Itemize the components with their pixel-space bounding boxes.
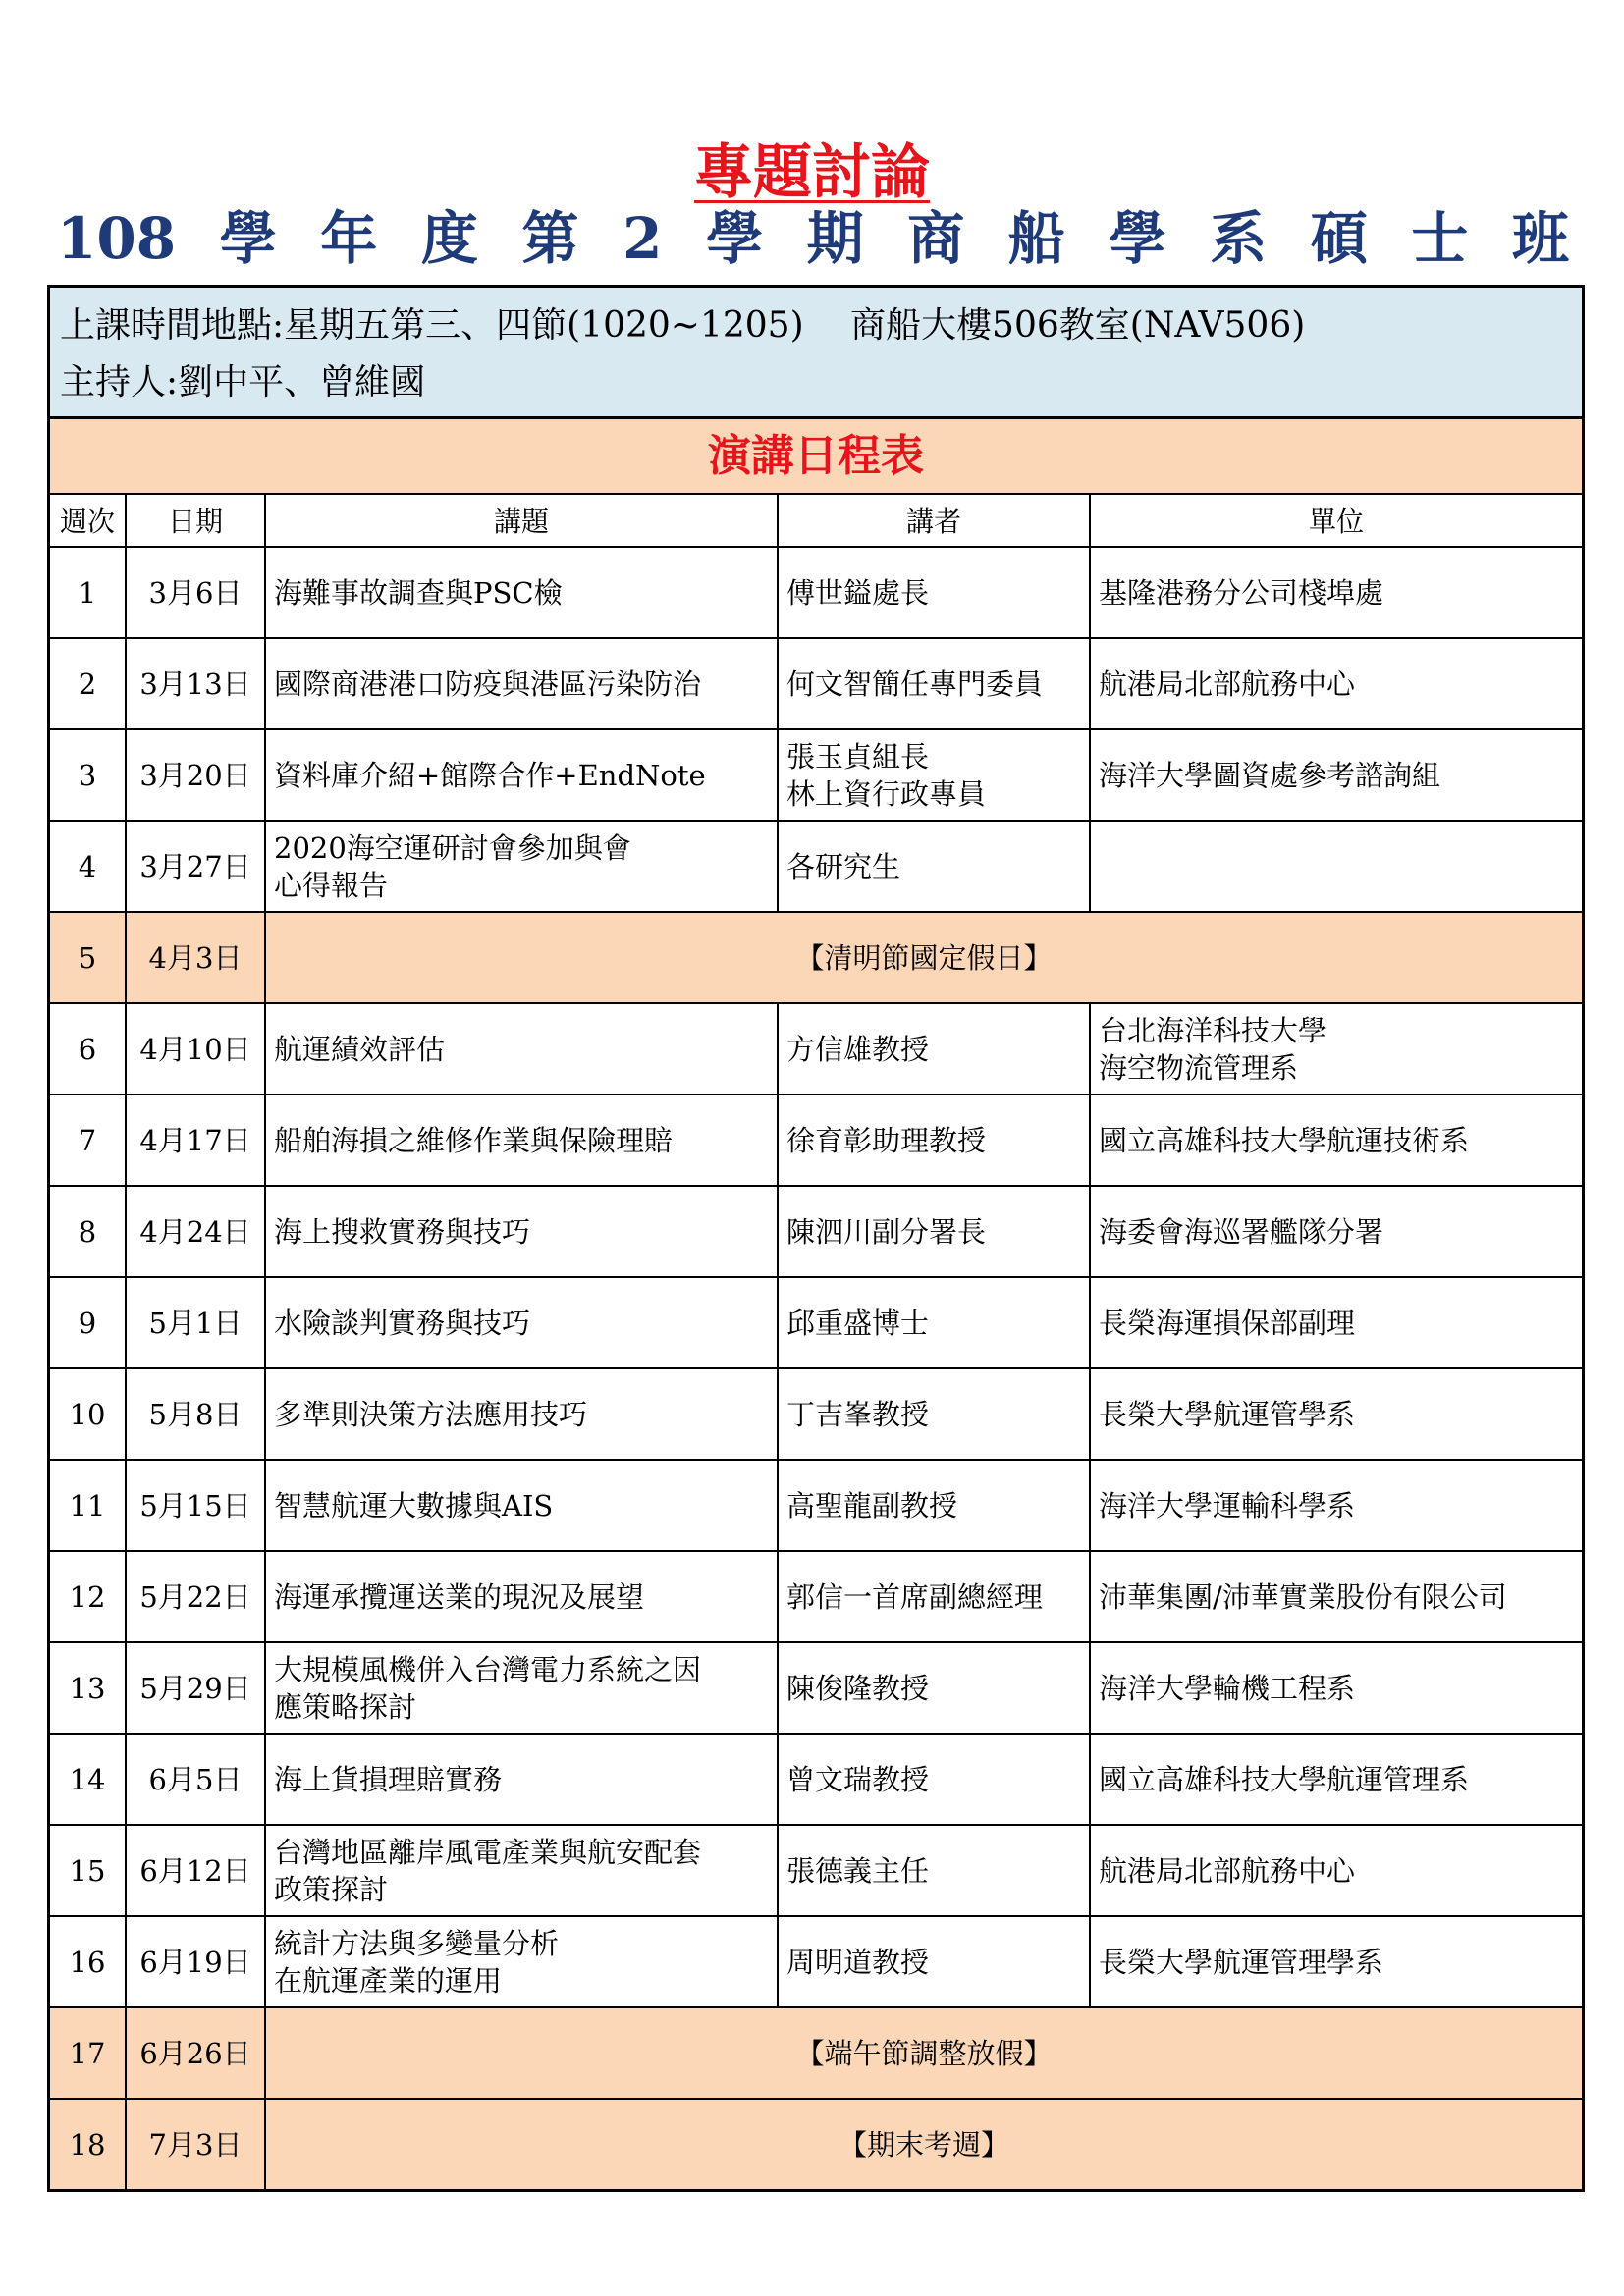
- cell-week: 1: [50, 547, 126, 638]
- cell-speaker-line: 林上資行政專員: [786, 776, 987, 811]
- course-info: [50, 288, 1582, 419]
- cell-week: 7: [50, 1095, 126, 1186]
- cell-week: 8: [50, 1186, 126, 1277]
- cell-topic-line: 海難事故調查與PSC檢: [274, 575, 563, 610]
- cell-unit-line: 航港局北部航務中心: [1099, 1853, 1356, 1888]
- cell-topic-line: 台灣地區離岸風電產業與航安配套: [274, 1835, 702, 1869]
- cell-unit: [1090, 547, 1582, 638]
- cell-date: 3月20日: [126, 729, 265, 821]
- cell-unit-line: 長榮大學航運管理學系: [1099, 1945, 1384, 1979]
- schedule-sheet: [47, 285, 1585, 2192]
- cell-week: 14: [50, 1734, 126, 1825]
- holiday-note: 【期末考週】: [265, 2099, 1582, 2189]
- cell-unit-line: 海委會海巡署艦隊分署: [1099, 1214, 1384, 1249]
- cell-topic-line: 智慧航運大數據與AIS: [274, 1488, 554, 1522]
- cell-unit-line: 海空物流管理系: [1099, 1050, 1299, 1085]
- cell-unit: [1090, 1642, 1582, 1734]
- cell-unit-line: 基隆港務分公司棧埠處: [1099, 575, 1384, 610]
- cell-speaker-line: 何文智簡任專門委員: [786, 667, 1044, 701]
- cell-topic: [265, 1186, 778, 1277]
- subtitle-char: 商: [907, 205, 965, 272]
- cell-speaker-line: 郭信一首席副總經理: [786, 1579, 1044, 1614]
- cell-speaker: [778, 1551, 1090, 1642]
- cell-unit: [1090, 1734, 1582, 1825]
- cell-speaker: [778, 638, 1090, 729]
- cell-speaker: [778, 729, 1090, 821]
- subtitle-char: 船: [1007, 205, 1065, 272]
- cell-speaker-line: 各研究生: [786, 849, 901, 883]
- cell-topic: [265, 1916, 778, 2007]
- cell-speaker-line: 丁吉峯教授: [786, 1397, 930, 1431]
- cell-unit: [1090, 1551, 1582, 1642]
- cell-week: 15: [50, 1825, 126, 1916]
- cell-topic: [265, 729, 778, 821]
- cell-date: 4月3日: [126, 912, 265, 1003]
- cell-speaker-line: 邱重盛博士: [786, 1306, 930, 1340]
- cell-speaker: [778, 1095, 1090, 1186]
- table-header-row: [50, 495, 1582, 547]
- cell-week: 10: [50, 1368, 126, 1460]
- table-row: [50, 1368, 1582, 1460]
- cell-topic-line: 海運承攬運送業的現況及展望: [274, 1579, 645, 1614]
- header-date: 日期: [126, 495, 265, 547]
- subtitle-char: 碩: [1310, 205, 1368, 272]
- cell-date: 6月5日: [126, 1734, 265, 1825]
- subtitle-char: 班: [1511, 205, 1569, 272]
- cell-topic: [265, 821, 778, 912]
- cell-speaker: [778, 1003, 1090, 1095]
- table-row: [50, 1003, 1582, 1095]
- cell-topic-line: 應策略探討: [274, 1689, 417, 1724]
- cell-unit-line: 台北海洋科技大學: [1099, 1013, 1327, 1047]
- cell-topic: [265, 1368, 778, 1460]
- cell-speaker-line: 張德義主任: [786, 1853, 930, 1888]
- cell-speaker-line: 陳泗川副分署長: [786, 1214, 987, 1249]
- cell-week: 18: [50, 2099, 126, 2189]
- cell-unit: [1090, 1003, 1582, 1095]
- cell-unit: [1090, 821, 1582, 912]
- page-subtitle: [57, 205, 1569, 272]
- cell-date: 5月8日: [126, 1368, 265, 1460]
- cell-topic-line: 統計方法與多變量分析: [274, 1926, 560, 1960]
- subtitle-char: 2: [623, 205, 663, 272]
- cell-unit-line: 沛華集團/沛華實業股份有限公司: [1099, 1579, 1507, 1614]
- cell-date: 4月10日: [126, 1003, 265, 1095]
- cell-topic: [265, 1734, 778, 1825]
- cell-topic-line: 國際商港港口防疫與港區污染防治: [274, 667, 702, 701]
- cell-topic-line: 海上搜救實務與技巧: [274, 1214, 531, 1249]
- table-row: [50, 2007, 1582, 2099]
- header-topic: 講題: [265, 495, 778, 547]
- cell-topic-line: 政策探討: [274, 1872, 389, 1906]
- cell-unit: [1090, 1186, 1582, 1277]
- cell-date: 5月1日: [126, 1277, 265, 1368]
- page-title: 專題討論: [694, 138, 930, 207]
- cell-date: 6月19日: [126, 1916, 265, 2007]
- cell-unit-line: 海洋大學輪機工程系: [1099, 1671, 1356, 1705]
- cell-week: 4: [50, 821, 126, 912]
- subtitle-char: 學: [1109, 205, 1166, 272]
- cell-topic: [265, 1003, 778, 1095]
- cell-date: 5月15日: [126, 1460, 265, 1551]
- cell-unit: [1090, 1916, 1582, 2007]
- holiday-note: 【清明節國定假日】: [265, 912, 1582, 1003]
- cell-week: 13: [50, 1642, 126, 1734]
- cell-unit: [1090, 1368, 1582, 1460]
- cell-unit: [1090, 1825, 1582, 1916]
- header-speaker: 講者: [778, 495, 1090, 547]
- cell-week: 5: [50, 912, 126, 1003]
- cell-week: 12: [50, 1551, 126, 1642]
- cell-week: 16: [50, 1916, 126, 2007]
- table-row: [50, 1460, 1582, 1551]
- cell-topic-line: 資料庫介紹+館際合作+EndNote: [274, 758, 706, 792]
- subtitle-char: 學: [706, 205, 764, 272]
- table-row: [50, 912, 1582, 1003]
- table-row: [50, 2099, 1582, 2189]
- holiday-note: 【端午節調整放假】: [265, 2007, 1582, 2099]
- table-row: [50, 1277, 1582, 1368]
- cell-week: 17: [50, 2007, 126, 2099]
- subtitle-char: 度: [420, 205, 478, 272]
- cell-unit-line: 國立高雄科技大學航運管理系: [1099, 1762, 1470, 1796]
- cell-unit-line: 長榮海運損保部副理: [1099, 1306, 1356, 1340]
- cell-unit: [1090, 1277, 1582, 1368]
- cell-week: 2: [50, 638, 126, 729]
- cell-week: 6: [50, 1003, 126, 1095]
- cell-topic: [265, 1551, 778, 1642]
- cell-speaker-line: 高聖龍副教授: [786, 1488, 958, 1522]
- cell-date: 3月13日: [126, 638, 265, 729]
- cell-unit: [1090, 729, 1582, 821]
- table-row: [50, 1825, 1582, 1916]
- cell-unit: [1090, 1460, 1582, 1551]
- cell-unit-line: 長榮大學航運管學系: [1099, 1397, 1356, 1431]
- cell-speaker-line: 曾文瑞教授: [786, 1762, 930, 1796]
- cell-speaker: [778, 1186, 1090, 1277]
- header-unit: 單位: [1090, 495, 1582, 547]
- cell-speaker: [778, 821, 1090, 912]
- table-row: [50, 1551, 1582, 1642]
- subtitle-char: 第: [521, 205, 579, 272]
- cell-date: 3月6日: [126, 547, 265, 638]
- cell-topic-line: 心得報告: [274, 868, 389, 902]
- cell-topic-line: 航運績效評估: [274, 1032, 446, 1066]
- cell-topic: [265, 1642, 778, 1734]
- cell-speaker: [778, 1642, 1090, 1734]
- cell-unit: [1090, 638, 1582, 729]
- cell-topic: [265, 1825, 778, 1916]
- cell-topic-line: 在航運產業的運用: [274, 1963, 503, 1998]
- cell-speaker: [778, 547, 1090, 638]
- cell-unit-line: 海洋大學運輸科學系: [1099, 1488, 1356, 1522]
- cell-topic-line: 大規模風機併入台灣電力系統之因: [274, 1652, 702, 1686]
- cell-date: 7月3日: [126, 2099, 265, 2189]
- cell-speaker-line: 傅世鎰處長: [786, 575, 930, 610]
- table-row: [50, 1642, 1582, 1734]
- table-row: [50, 1734, 1582, 1825]
- cell-unit: [1090, 1095, 1582, 1186]
- subtitle-char: 士: [1411, 205, 1469, 272]
- subtitle-char: 系: [1210, 205, 1268, 272]
- cell-date: 4月24日: [126, 1186, 265, 1277]
- cell-week: 11: [50, 1460, 126, 1551]
- cell-topic-line: 船舶海損之維修作業與保險理賠: [274, 1123, 674, 1157]
- cell-speaker-line: 周明道教授: [786, 1945, 930, 1979]
- subtitle-char: 期: [806, 205, 864, 272]
- cell-speaker-line: 張玉貞組長: [786, 739, 930, 774]
- cell-speaker: [778, 1277, 1090, 1368]
- table-row: [50, 1916, 1582, 2007]
- cell-speaker: [778, 1368, 1090, 1460]
- cell-speaker: [778, 1460, 1090, 1551]
- cell-date: 6月26日: [126, 2007, 265, 2099]
- table-row: [50, 729, 1582, 821]
- header-week: 週次: [50, 495, 126, 547]
- cell-speaker: [778, 1916, 1090, 2007]
- hosts: 主持人:劉中平、曾維國: [60, 362, 426, 402]
- cell-date: 6月12日: [126, 1825, 265, 1916]
- cell-speaker: [778, 1734, 1090, 1825]
- cell-date: 3月27日: [126, 821, 265, 912]
- table-row: [50, 547, 1582, 638]
- cell-date: 4月17日: [126, 1095, 265, 1186]
- class-time-location: 上課時間地點:星期五第三、四節(1020~1205) 商船大樓506教室(NAV506): [60, 305, 1306, 346]
- table-row: [50, 821, 1582, 912]
- schedule-heading: 演講日程表: [50, 419, 1582, 495]
- table-row: [50, 1095, 1582, 1186]
- subtitle-char: 學: [219, 205, 277, 272]
- cell-topic: [265, 1277, 778, 1368]
- schedule-table: [50, 495, 1582, 2189]
- cell-speaker-line: 徐育彰助理教授: [786, 1123, 987, 1157]
- cell-speaker-line: 陳俊隆教授: [786, 1671, 930, 1705]
- cell-unit-line: 航港局北部航務中心: [1099, 667, 1356, 701]
- subtitle-char: 年: [320, 205, 378, 272]
- cell-topic: [265, 1460, 778, 1551]
- cell-topic: [265, 547, 778, 638]
- cell-topic: [265, 1095, 778, 1186]
- cell-topic-line: 2020海空運研討會參加與會: [274, 830, 631, 865]
- cell-date: 5月22日: [126, 1551, 265, 1642]
- cell-speaker-line: 方信雄教授: [786, 1032, 930, 1066]
- cell-date: 5月29日: [126, 1642, 265, 1734]
- table-row: [50, 638, 1582, 729]
- subtitle-char: 108: [57, 205, 177, 272]
- cell-unit-line: 海洋大學圖資處參考諮詢組: [1099, 758, 1441, 792]
- cell-topic-line: 多準則決策方法應用技巧: [274, 1397, 588, 1431]
- cell-unit-line: 國立高雄科技大學航運技術系: [1099, 1123, 1470, 1157]
- cell-topic-line: 海上貨損理賠實務: [274, 1762, 503, 1796]
- cell-topic-line: 水險談判實務與技巧: [274, 1306, 531, 1340]
- cell-topic: [265, 638, 778, 729]
- table-row: [50, 1186, 1582, 1277]
- cell-week: 3: [50, 729, 126, 821]
- cell-speaker: [778, 1825, 1090, 1916]
- cell-week: 9: [50, 1277, 126, 1368]
